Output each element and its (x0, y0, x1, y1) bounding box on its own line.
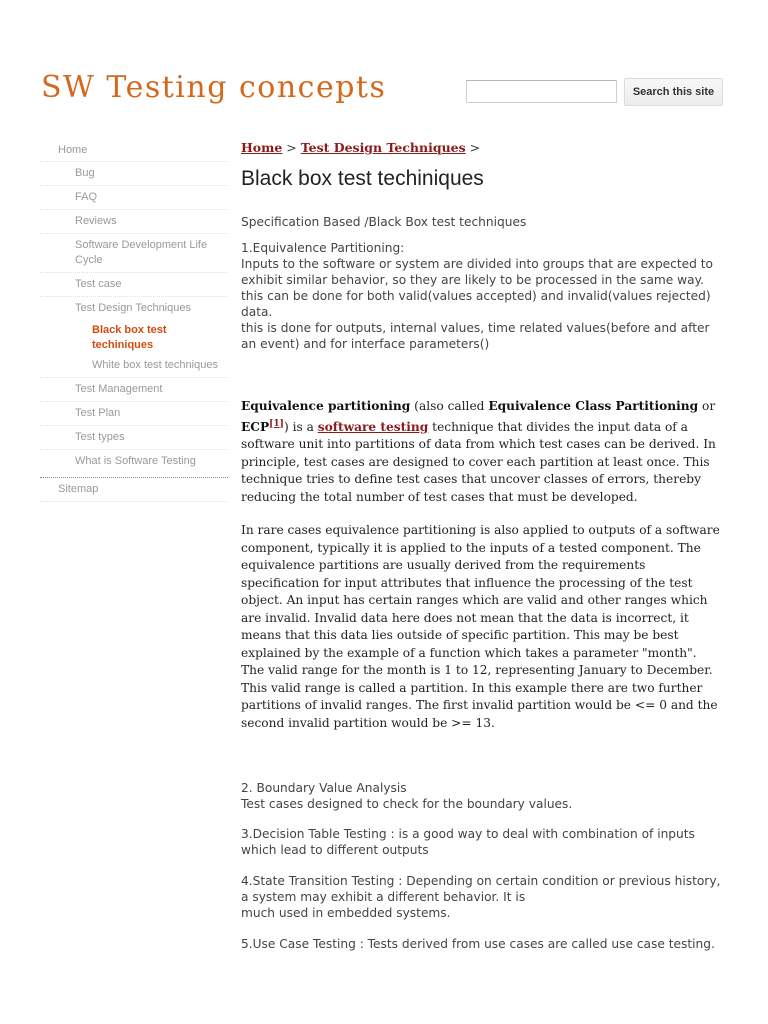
page-title: Black box test techiniques (241, 167, 484, 190)
state-transition-line-2: much used in embedded systems. (241, 906, 451, 921)
sidebar-item-sdlc[interactable]: Software Development Life Cycle (40, 234, 228, 273)
sidebar-item-test-types[interactable]: Test types (40, 426, 228, 450)
software-testing-link[interactable]: software testing (317, 419, 429, 434)
breadcrumb-separator: > (465, 140, 481, 155)
breadcrumb-parent-link[interactable]: Test Design Techniques (300, 140, 466, 155)
sidebar-item-reviews[interactable]: Reviews (40, 210, 228, 234)
sidebar-nav (40, 140, 228, 502)
breadcrumb-home-link[interactable]: Home (241, 140, 283, 155)
sidebar-item-test-design-techniques[interactable]: Test Design Techniques (75, 302, 191, 314)
sidebar-item-test-case[interactable]: Test case (40, 273, 228, 297)
definition-text: technique that divides the input data of a software unit into partitions of data from which test cases can be derived. In principle, test cases are designed to cover each partition at least once. This technique tries to define test cases that uncover classes of errors, thereby reducing the total number of test cases that must be developed. (241, 419, 716, 504)
sidebar-item-black-box[interactable]: Black box test techiniques (92, 324, 167, 351)
decision-table-text: 3.Decision Table Testing : is a good way to deal with combination of inputs which lead to different outputs (241, 827, 695, 858)
ep-line-1: Inputs to the software or system are divided into groups that are expected to exhibit similar behavior, so they are likely to be processed in the same way. (241, 257, 714, 287)
definition-text: (also called (410, 399, 489, 413)
term-equivalence-class-partitioning: Equivalence Class Partitioning (488, 399, 699, 413)
sidebar-item-bug[interactable]: Bug (40, 162, 228, 186)
sidebar-item-what-is-software-testing[interactable]: What is Software Testing (75, 455, 196, 467)
sidebar-item-white-box[interactable]: White box test techniques (40, 355, 228, 378)
bva-heading: 2. Boundary Value Analysis (241, 781, 407, 796)
intro-text: Specification Based /Black Box test techniques (241, 215, 527, 229)
search-button[interactable]: Search this site (624, 78, 723, 106)
main-content (241, 140, 721, 952)
search-input[interactable] (466, 80, 617, 103)
rare-cases-paragraph: In rare cases equivalence partitioning is also applied to outputs of a software component, typically it is applied to the inputs of a tested component. The equivalence partitions are usually derived from the requirements specification for input attributes that influence the processing of the test object. An input has certain ranges which are valid and other ranges which are invalid. Invalid data here does not mean that the data is incorrect, it means that this data lies outside of specific partition. This may be best explained by the example of a function which takes a parameter "month". The valid range for the month is 1 to 12, representing January to December. This valid range is called a partition. In this example there are two further partitions of invalid ranges. The first invalid partition would be <= 0 and the second invalid partition would be >= 13. (241, 523, 720, 730)
breadcrumb (241, 140, 721, 160)
definition-text: or (698, 399, 716, 413)
sidebar-item-faq[interactable]: FAQ (40, 186, 228, 210)
sidebar-item-home[interactable]: Home (40, 140, 228, 162)
sidebar-item-test-management[interactable]: Test Management (40, 378, 228, 402)
ep-line-3: this is done for outputs, internal values, time related values(before and after an event) and for interface parameters() (241, 321, 710, 351)
term-equivalence-partitioning: Equivalence partitioning (241, 399, 411, 413)
breadcrumb-separator: > (282, 140, 301, 155)
state-transition-line-1: 4.State Transition Testing : Depending on certain condition or previous history, a system may exhibit a different behavior. It is (241, 874, 721, 905)
sidebar-item-sitemap[interactable]: Sitemap (40, 478, 228, 502)
site-title[interactable]: SW Testing concepts (41, 70, 387, 105)
ep-heading: 1.Equivalence Partitioning: (241, 241, 405, 255)
reference-link[interactable]: [1] (269, 418, 284, 429)
sidebar-item-test-plan[interactable]: Test Plan (40, 402, 228, 426)
bva-text: Test cases designed to check for the boundary values. (241, 797, 573, 812)
ep-definition (241, 398, 721, 506)
term-ecp: ECP (241, 419, 270, 434)
use-case-text: 5.Use Case Testing : Tests derived from use cases are called use case testing. (241, 937, 715, 952)
definition-text: ) is a (283, 419, 318, 434)
ep-line-2: this can be done for both valid(values accepted) and invalid(values rejected) data. (241, 289, 711, 319)
